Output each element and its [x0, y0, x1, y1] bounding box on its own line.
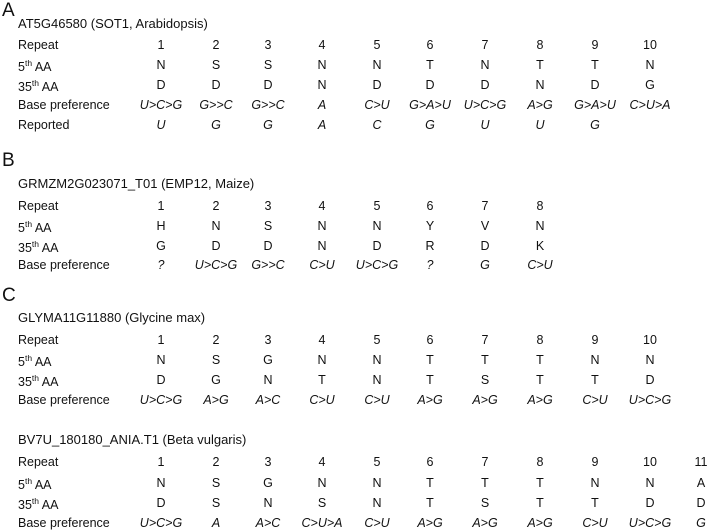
- table-cell: T: [591, 58, 599, 72]
- table-cell: K: [535, 239, 545, 253]
- table-cell: N: [156, 476, 166, 490]
- table-cell: U>C>G: [355, 258, 399, 272]
- table-cell: N: [535, 219, 545, 233]
- table-cell: D: [211, 239, 221, 253]
- table-cell: A>C: [255, 393, 281, 407]
- table-cell: D: [425, 78, 435, 92]
- row-label-suffix: th: [24, 219, 33, 229]
- row-label-text: AA: [39, 241, 59, 255]
- table-cell: N: [317, 78, 327, 92]
- table-cell: 7: [481, 455, 489, 469]
- row-label-number: 5: [18, 221, 25, 235]
- table-cell: 2: [212, 199, 220, 213]
- table-cell: 2: [212, 38, 220, 52]
- table-cell: 10: [643, 38, 657, 52]
- table-cell: 3: [264, 199, 272, 213]
- row-label: Base preference: [18, 516, 110, 530]
- table-cell: U: [480, 118, 490, 132]
- table-cell: N: [645, 476, 655, 490]
- table-cell: 5: [373, 38, 381, 52]
- row-label-suffix: th: [31, 239, 39, 249]
- table-cell: G>>C: [251, 258, 285, 272]
- table-cell: U>C>G: [139, 98, 183, 112]
- table-cell: N: [590, 353, 600, 367]
- row-label: [18, 373, 58, 389]
- table-cell: R: [425, 239, 435, 253]
- row-label-text: AA: [32, 60, 52, 74]
- table-cell: C>U: [309, 258, 335, 272]
- table-cell: D: [156, 373, 166, 387]
- row-label: [18, 58, 52, 74]
- table-cell: N: [645, 58, 655, 72]
- table-cell: U>C>G: [139, 393, 183, 407]
- table-cell: A: [211, 516, 221, 530]
- gene-title: BV7U_180180_ANIA.T1 (Beta vulgaris): [18, 432, 247, 447]
- table-cell: 4: [318, 333, 326, 347]
- row-label-text: AA: [39, 80, 59, 94]
- table-cell: N: [535, 78, 545, 92]
- row-label: [18, 239, 58, 255]
- table-cell: 2: [212, 333, 220, 347]
- table-cell: C>U: [309, 393, 335, 407]
- table-cell: S: [480, 496, 490, 510]
- table-cell: A: [317, 98, 327, 112]
- table-cell: 3: [264, 455, 272, 469]
- table-cell: C>U>A: [629, 98, 671, 112]
- table-cell: T: [318, 373, 326, 387]
- table-cell: S: [211, 353, 221, 367]
- row-label-suffix: th: [24, 353, 33, 363]
- row-label-number: 5: [18, 355, 25, 369]
- table-cell: Y: [425, 219, 435, 233]
- table-cell: T: [591, 373, 599, 387]
- row-label-text: AA: [32, 221, 52, 235]
- table-cell: T: [536, 353, 544, 367]
- table-cell: G>A>U: [574, 98, 616, 112]
- table-cell: C>U: [364, 516, 390, 530]
- table-cell: C: [372, 118, 382, 132]
- table-cell: D: [590, 78, 600, 92]
- table-cell: 3: [264, 333, 272, 347]
- table-cell: G: [263, 353, 273, 367]
- table-cell: A>G: [472, 393, 498, 407]
- table-cell: D: [372, 239, 382, 253]
- table-cell: S: [263, 219, 273, 233]
- row-label: Repeat: [18, 199, 59, 213]
- row-label-suffix: th: [31, 373, 39, 383]
- table-cell: G: [263, 476, 273, 490]
- table-cell: G: [156, 239, 166, 253]
- row-label-suffix: th: [31, 78, 39, 88]
- table-cell: 9: [591, 455, 599, 469]
- table-cell: N: [590, 476, 600, 490]
- table-cell: N: [372, 496, 382, 510]
- table-cell: N: [317, 219, 327, 233]
- row-label: [18, 353, 52, 369]
- table-cell: N: [263, 373, 273, 387]
- table-cell: N: [156, 353, 166, 367]
- row-label-number: 35: [18, 241, 32, 255]
- table-cell: T: [426, 58, 434, 72]
- row-label: Base preference: [18, 258, 110, 272]
- table-cell: A>G: [527, 393, 553, 407]
- table-cell: C>U>A: [301, 516, 343, 530]
- row-label-number: 5: [18, 60, 25, 74]
- table-cell: N: [317, 58, 327, 72]
- table-cell: S: [211, 476, 221, 490]
- row-label-text: AA: [39, 375, 59, 389]
- table-cell: U>C>G: [628, 516, 672, 530]
- table-cell: 6: [426, 333, 434, 347]
- table-cell: D: [156, 496, 166, 510]
- table-cell: T: [536, 496, 544, 510]
- table-cell: H: [156, 219, 166, 233]
- table-cell: 8: [536, 199, 544, 213]
- table-cell: T: [481, 353, 489, 367]
- table-cell: 8: [536, 333, 544, 347]
- table-cell: D: [480, 78, 490, 92]
- table-cell: G: [263, 118, 273, 132]
- table-cell: 5: [373, 455, 381, 469]
- row-label-suffix: th: [31, 496, 39, 506]
- table-cell: 8: [536, 455, 544, 469]
- row-label: [18, 219, 52, 235]
- table-cell: D: [696, 496, 706, 510]
- table-cell: C>U: [582, 516, 608, 530]
- table-cell: 6: [426, 38, 434, 52]
- row-label-number: 35: [18, 80, 32, 94]
- table-cell: N: [317, 239, 327, 253]
- table-cell: D: [480, 239, 490, 253]
- table-cell: S: [263, 58, 273, 72]
- table-cell: T: [426, 373, 434, 387]
- row-label-suffix: th: [24, 476, 33, 486]
- gene-title: GRMZM2G023071_T01 (EMP12, Maize): [18, 176, 255, 191]
- row-label: [18, 78, 58, 94]
- panel-letter-b: B: [2, 150, 15, 171]
- table-cell: G>>C: [251, 98, 285, 112]
- table-cell: 4: [318, 455, 326, 469]
- table-cell: S: [317, 496, 327, 510]
- table-cell: A>G: [417, 516, 443, 530]
- table-cell: U: [156, 118, 166, 132]
- table-cell: 3: [264, 38, 272, 52]
- table-cell: A>G: [203, 393, 229, 407]
- row-label: Repeat: [18, 455, 59, 469]
- table-cell: N: [372, 476, 382, 490]
- table-cell: S: [480, 373, 490, 387]
- table-cell: A: [317, 118, 327, 132]
- table-cell: U: [535, 118, 545, 132]
- row-label-text: AA: [39, 498, 59, 512]
- table-cell: N: [156, 58, 166, 72]
- table-cell: N: [372, 58, 382, 72]
- table-cell: 6: [426, 199, 434, 213]
- row-label-text: AA: [32, 478, 52, 492]
- table-cell: A>G: [417, 393, 443, 407]
- row-label-suffix: th: [24, 58, 33, 68]
- table-cell: G: [425, 118, 435, 132]
- table-cell: N: [372, 219, 382, 233]
- table-cell: V: [480, 219, 490, 233]
- table-cell: 1: [157, 333, 165, 347]
- table-cell: G: [480, 258, 490, 272]
- table-cell: D: [372, 78, 382, 92]
- row-label-number: 5: [18, 478, 25, 492]
- table-cell: 5: [373, 333, 381, 347]
- table-cell: 1: [157, 199, 165, 213]
- table-cell: G: [696, 516, 706, 530]
- table-cell: N: [645, 353, 655, 367]
- table-cell: D: [645, 496, 655, 510]
- table-cell: N: [480, 58, 490, 72]
- table-cell: T: [426, 476, 434, 490]
- table-cell: 1: [157, 38, 165, 52]
- table-cell: D: [211, 78, 221, 92]
- gene-title: GLYMA11G11880 (Glycine max): [18, 310, 206, 325]
- table-cell: 1: [157, 455, 165, 469]
- table-cell: 7: [481, 333, 489, 347]
- table-cell: T: [591, 496, 599, 510]
- table-cell: 5: [373, 199, 381, 213]
- table-cell: A>C: [255, 516, 281, 530]
- table-cell: T: [426, 353, 434, 367]
- table-cell: C>U: [364, 393, 390, 407]
- table-cell: ?: [157, 258, 165, 272]
- table-cell: D: [645, 373, 655, 387]
- table-cell: C>U: [364, 98, 390, 112]
- row-label-text: AA: [32, 355, 52, 369]
- table-cell: T: [536, 373, 544, 387]
- table-cell: G: [590, 118, 600, 132]
- table-cell: T: [426, 496, 434, 510]
- row-label: [18, 496, 58, 512]
- table-cell: S: [211, 58, 221, 72]
- table-cell: T: [536, 476, 544, 490]
- table-cell: G>A>U: [409, 98, 451, 112]
- row-label: Repeat: [18, 333, 59, 347]
- row-label: Base preference: [18, 393, 110, 407]
- panel-letter-c: C: [2, 285, 16, 306]
- table-cell: S: [211, 496, 221, 510]
- table-cell: N: [372, 353, 382, 367]
- table-cell: G: [645, 78, 655, 92]
- table-cell: T: [481, 476, 489, 490]
- table-cell: 11: [694, 455, 708, 469]
- table-cell: N: [317, 353, 327, 367]
- table-cell: N: [263, 496, 273, 510]
- table-cell: 10: [643, 455, 657, 469]
- row-label-number: 35: [18, 375, 32, 389]
- table-cell: C>U: [527, 258, 553, 272]
- table-cell: A>G: [527, 516, 553, 530]
- row-label-number: 35: [18, 498, 32, 512]
- panel-letter-a: A: [2, 0, 15, 21]
- table-cell: 8: [536, 38, 544, 52]
- table-cell: 6: [426, 455, 434, 469]
- table-cell: ?: [426, 258, 434, 272]
- table-cell: 4: [318, 199, 326, 213]
- table-cell: A>G: [527, 98, 553, 112]
- table-cell: N: [317, 476, 327, 490]
- table-cell: U>C>G: [139, 516, 183, 530]
- table-cell: U>C>G: [194, 258, 238, 272]
- table-cell: 4: [318, 38, 326, 52]
- table-cell: G: [211, 118, 221, 132]
- table-cell: D: [263, 239, 273, 253]
- row-label: Repeat: [18, 38, 59, 52]
- table-cell: U>C>G: [463, 98, 507, 112]
- gene-title: AT5G46580 (SOT1, Arabidopsis): [18, 16, 208, 31]
- table-cell: A: [696, 476, 706, 490]
- table-cell: 10: [643, 333, 657, 347]
- table-cell: 9: [591, 333, 599, 347]
- table-cell: G: [211, 373, 221, 387]
- table-cell: N: [211, 219, 221, 233]
- table-cell: 7: [481, 38, 489, 52]
- table-cell: 9: [591, 38, 599, 52]
- table-cell: D: [263, 78, 273, 92]
- table-cell: D: [156, 78, 166, 92]
- row-label: Reported: [18, 118, 70, 132]
- table-cell: N: [372, 373, 382, 387]
- table-cell: A>G: [472, 516, 498, 530]
- table-cell: C>U: [582, 393, 608, 407]
- table-cell: 2: [212, 455, 220, 469]
- table-cell: U>C>G: [628, 393, 672, 407]
- table-cell: 7: [481, 199, 489, 213]
- row-label: Base preference: [18, 98, 110, 112]
- table-cell: T: [536, 58, 544, 72]
- table-cell: G>>C: [199, 98, 233, 112]
- row-label: [18, 476, 52, 492]
